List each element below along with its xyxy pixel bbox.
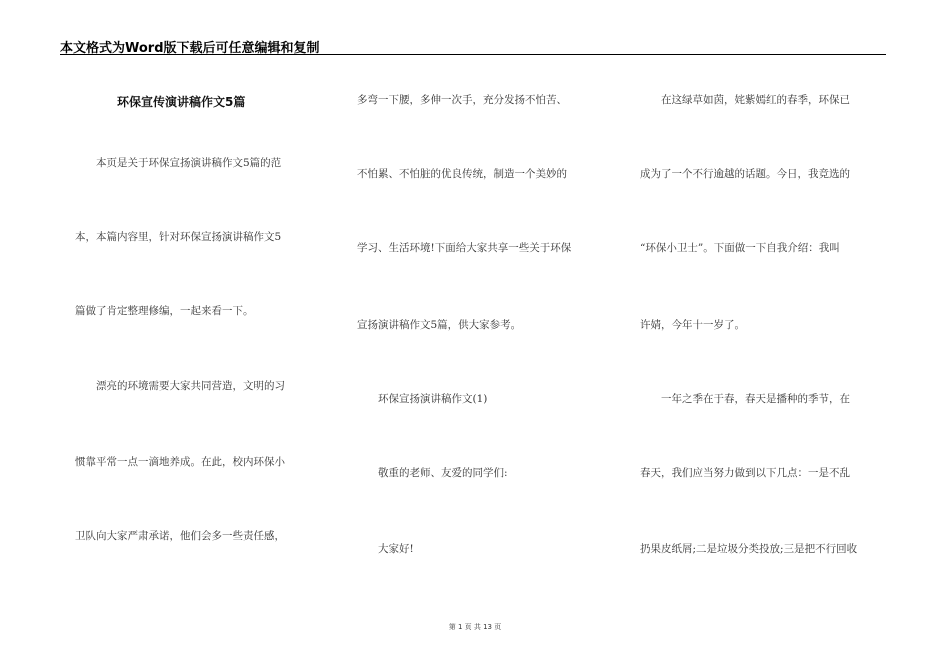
text-line: 扔果皮纸屑;二是垃圾分类投放;三是把不行回收 <box>640 543 858 555</box>
text-line: 漂亮的环境需要大家共同营造，文明的习 <box>75 380 285 392</box>
text-line: 一年之季在于春，春天是播种的季节，在 <box>640 393 850 405</box>
text-line: 在这绿草如茵，姹紫嫣红的春季，环保已 <box>640 94 850 106</box>
text-column-3 <box>640 0 886 672</box>
text-line: 不怕累、不怕脏的优良传统，制造一个美妙的 <box>357 168 567 180</box>
text-line: 环保宣扬演讲稿作文(1) <box>357 393 488 405</box>
document-header: 本文格式为Word版下载后可任意编辑和复制 <box>60 41 320 56</box>
page-number: 第 1 页 共 13 页 <box>448 623 502 631</box>
text-line: 本页是关于环保宣扬演讲稿作文5篇的范 <box>75 157 282 169</box>
text-column-1 <box>75 0 331 672</box>
text-line: 惯靠平常一点一滴地养成。在此，校内环保小 <box>75 456 285 468</box>
text-line: 本，本篇内容里，针对环保宣扬演讲稿作文5 <box>75 231 282 243</box>
text-line: 许婧，今年十一岁了。 <box>640 319 745 331</box>
text-line: 大家好! <box>357 543 414 555</box>
text-line: 学习、生活环境!下面给大家共享一些关于环保 <box>357 242 572 254</box>
text-line: 敬重的老师、友爱的同学们: <box>357 467 508 479</box>
text-line: 春天，我们应当努力做到以下几点：一是不乱 <box>640 467 850 479</box>
text-line: “环保小卫士”。下面做一下自我介绍：我叫 <box>640 242 840 254</box>
text-column-2 <box>357 0 613 672</box>
text-line: 成为了一个不行逾越的话题。今日，我竞选的 <box>640 168 850 180</box>
text-line: 多弯一下腰，多伸一次手，充分发扬不怕苦、 <box>357 94 567 106</box>
text-line: 宣扬演讲稿作文5篇，供大家参考。 <box>357 319 522 331</box>
text-line: 卫队向大家严肃承诺，他们会多一些责任感， <box>75 530 285 542</box>
text-line: 篇做了肯定整理修编，一起来看一下。 <box>75 305 254 317</box>
document-title: 环保宣传演讲稿作文5篇 <box>117 95 246 109</box>
